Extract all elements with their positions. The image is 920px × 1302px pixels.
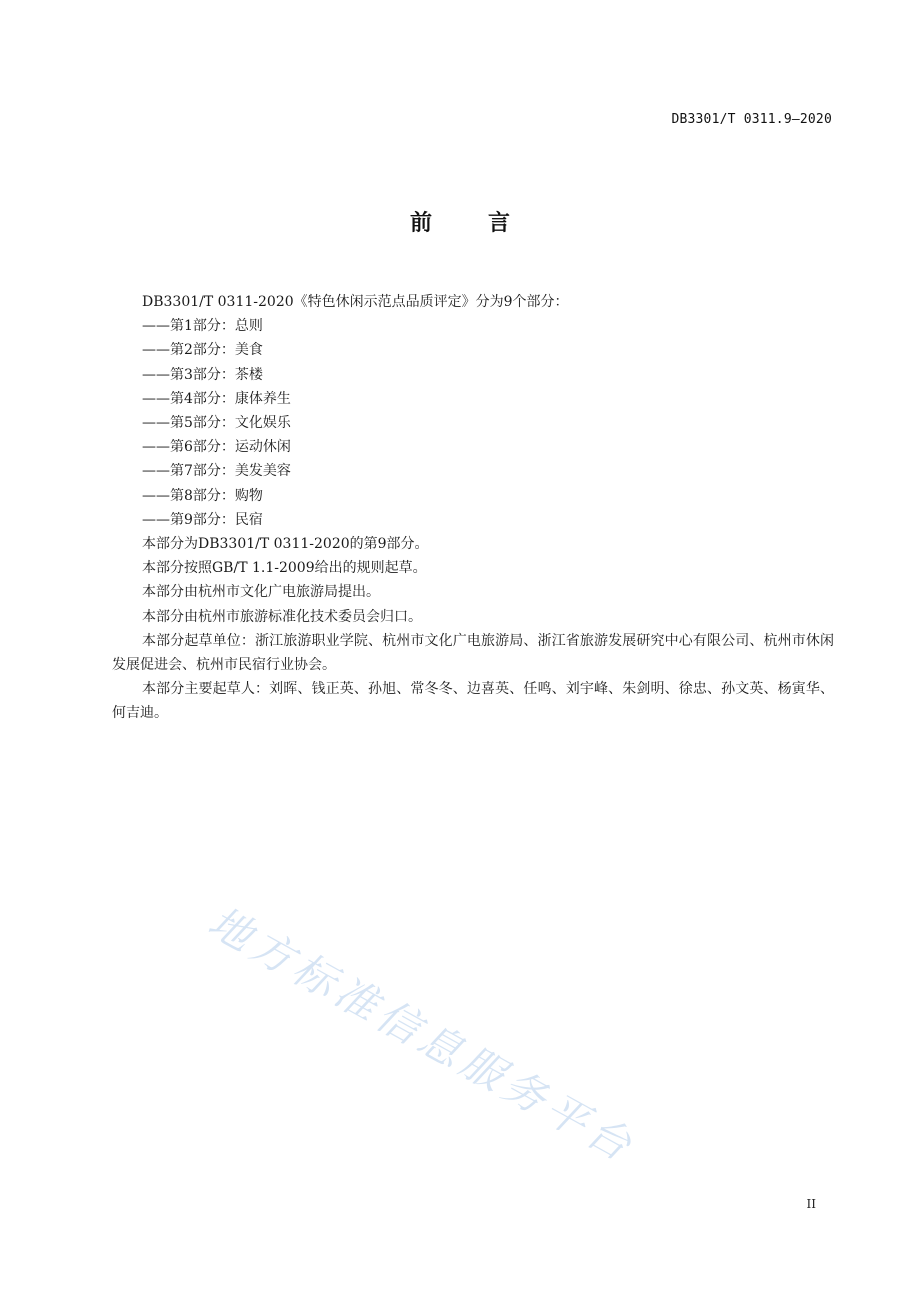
foreword-body bbox=[112, 290, 834, 726]
part-list-item: ——第5部分：文化娱乐 bbox=[142, 415, 291, 432]
page-title bbox=[0, 206, 920, 237]
committee-statement: 本部分由杭州市旅游标准化技术委员会归口。 bbox=[142, 608, 422, 625]
part-list-item: ——第6部分：运动休闲 bbox=[142, 439, 291, 456]
drafting-rules-statement: 本部分按照GB/T 1.1-2009给出的规则起草。 bbox=[142, 560, 427, 577]
intro-paragraph: DB3301/T 0311-2020《特色休闲示范点品质评定》分为9个部分： bbox=[142, 294, 569, 310]
part-list-item: ——第7部分：美发美容 bbox=[142, 463, 291, 480]
part-list-item: ——第8部分：购物 bbox=[142, 487, 263, 504]
drafters: 本部分主要起草人：刘晖、钱正英、孙旭、常冬冬、边喜英、任鸣、刘宇峰、朱剑明、徐忠、孙文英、杨寅华、何吉迪。 bbox=[112, 681, 834, 722]
part-list-item: ——第9部分：民宿 bbox=[142, 511, 263, 528]
part-list-item: ——第1部分：总则 bbox=[142, 318, 263, 335]
document-code: DB3301/T 0311.9—2020 bbox=[671, 112, 832, 127]
drafting-units: 本部分起草单位：浙江旅游职业学院、杭州市文化广电旅游局、浙江省旅游发展研究中心有限公司、杭州市休闲发展促进会、杭州市民宿行业协会。 bbox=[112, 632, 834, 674]
page-number: II bbox=[806, 1197, 816, 1211]
part-statement: 本部分为DB3301/T 0311-2020的第9部分。 bbox=[142, 536, 429, 553]
part-list-item: ——第2部分：美食 bbox=[142, 342, 263, 359]
title-char-2: 言 bbox=[488, 211, 511, 236]
watermark-text: 地方标准信息服务平台 bbox=[200, 896, 644, 1173]
title-char-1: 前 bbox=[409, 211, 432, 236]
part-list-item: ——第3部分：茶楼 bbox=[142, 366, 263, 383]
proposer-statement: 本部分由杭州市文化广电旅游局提出。 bbox=[142, 584, 380, 601]
part-list-item: ——第4部分：康体养生 bbox=[142, 390, 291, 407]
